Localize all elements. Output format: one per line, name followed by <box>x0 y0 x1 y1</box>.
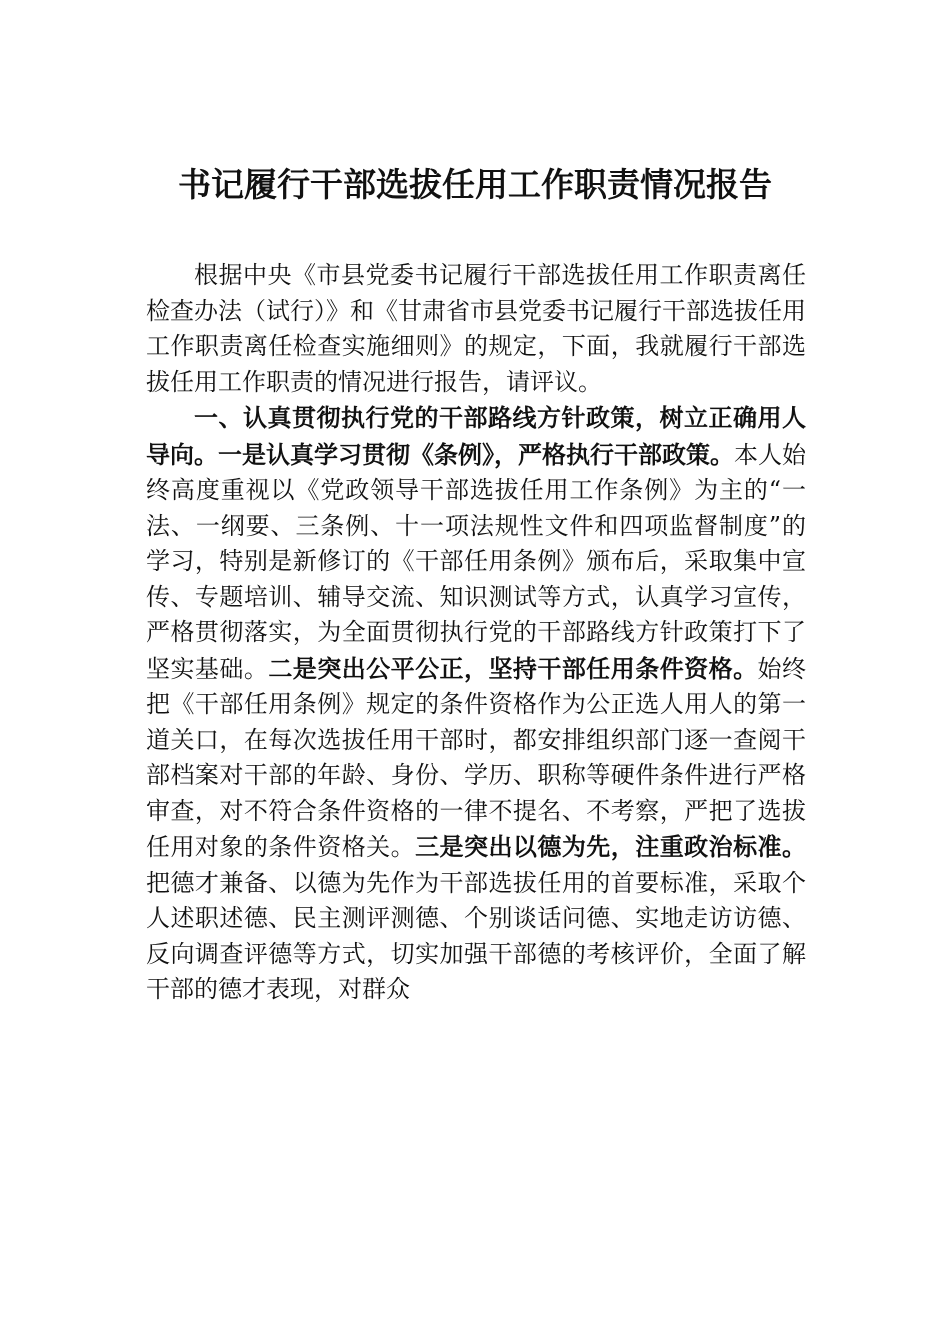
section-one-point-three-heading: 三是突出以德为先，注重政治标准。 <box>415 832 807 861</box>
intro-text: 根据中央《市县党委书记履行干部选拔任用工作职责离任检查办法（试行）》和《甘肃省市县党委书记履行干部选拔任用工作职责离任检查实施细则》的规定，下面，我就履行干部选拔任用工作职责的情况进行报告，请评议。 <box>146 261 806 396</box>
section-one-point-one-text: 本人始终高度重视以《党政领导干部选拔任用工作条例》为主的“一法、一纲要、三条例、十一项法规性文件和四项监督制度”的学习，特别是新修订的《干部任用条例》颁布后，采取集中宣传、专题培训、辅导交流、知识测试等方式，认真学习宣传，严格贯彻落实，为全面贯彻执行党的干部路线方针政策打下了坚实基础。 <box>146 440 806 683</box>
paragraph-intro <box>146 258 806 400</box>
paragraph-section-one <box>146 400 806 1008</box>
section-one-point-three-text: 把德才兼备、以德为先作为干部选拔任用的首要标准，采取个人述职述德、民主测评测德、个别谈话问德、实地走访访德、反向调查评德等方式，切实加强干部德的考核评价，全面了解干部的德才表现，对群众 <box>146 868 806 1003</box>
document-title: 书记履行干部选拔任用工作职责情况报告 <box>178 165 772 204</box>
section-one-point-two-text: 始终把《干部任用条例》规定的条件资格作为公正选人用人的第一道关口，在每次选拔任用干部时，都安排组织部门逐一查阅干部档案对干部的年龄、身份、学历、职称等硬件条件进行严格审查，对不符合条件资格的一律不提名、不考察，严把了选拔任用对象的条件资格关。 <box>146 654 807 861</box>
section-one-heading: 一、认真贯彻执行党的干部路线方针政策，树立正确用人导向。一是认真学习贯彻《条例》，严格执行干部政策。 <box>146 403 806 469</box>
document-body <box>146 258 806 1008</box>
section-one-point-two-heading: 二是突出公平公正，坚持干部任用条件资格。 <box>268 653 758 683</box>
